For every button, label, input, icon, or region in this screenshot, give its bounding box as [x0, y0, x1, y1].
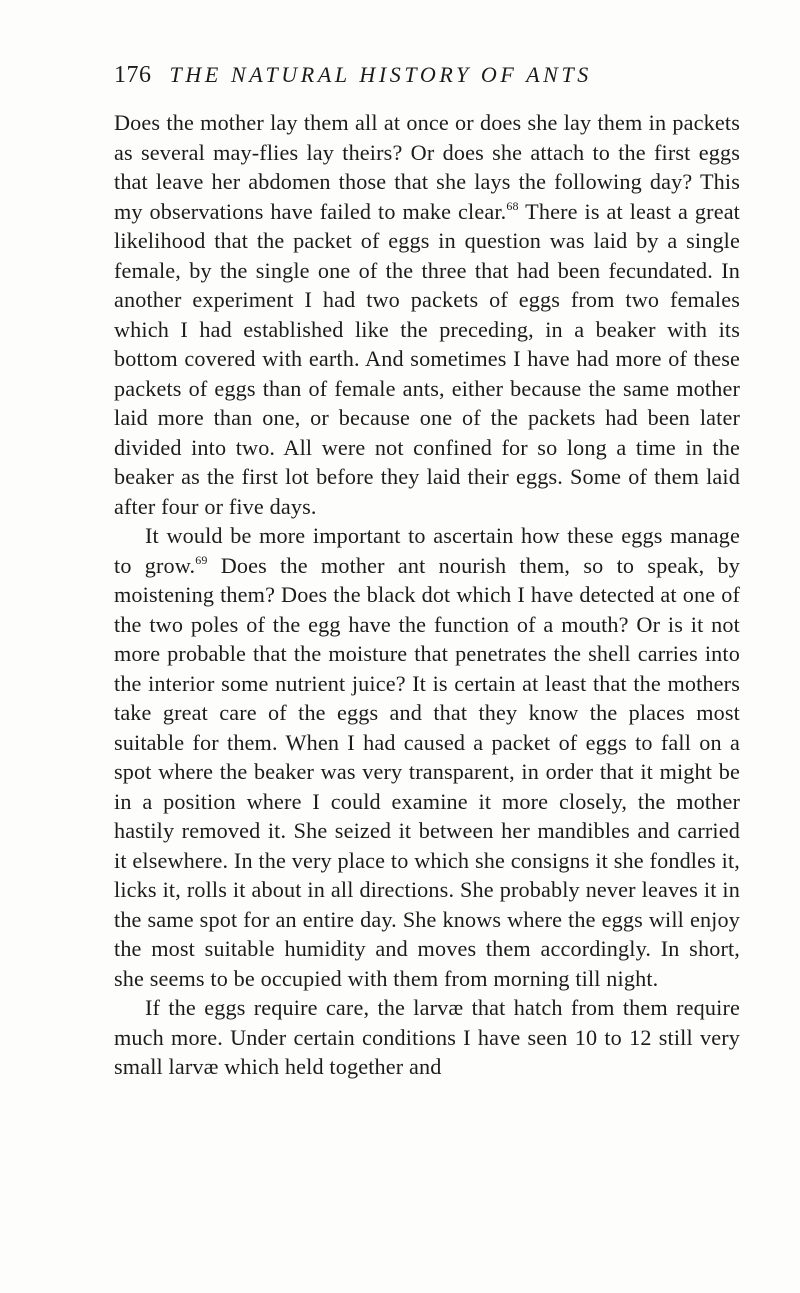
page-number: 176	[114, 62, 152, 88]
book-page	[114, 62, 740, 1082]
footnote-ref-68: 68	[506, 198, 519, 213]
running-title: THE NATURAL HISTORY OF ANTS	[169, 62, 592, 87]
paragraph-2-part-a: It would be more important to ascertain how these eggs manage to grow.	[114, 523, 740, 578]
paragraph-2-part-b: Does the mother ant nourish them, so to speak, by moistening them? Does the black dot which I have detected at one of the two poles of the egg have the function of a mouth? Or is it not more probable that the moisture that penetrates the shell carries into the interior some nutrient juice? It is certain at least that the mothers take great care of the eggs and that they know the places most suitable for them. When I had caused a packet of eggs to fall on a spot where the beaker was very transparent, in order that it might be in a position where I could examine it more closely, the mother hastily removed it. She seized it between her mandibles and carried it elsewhere. In the very place to which she consigns it she fondles it, licks it, rolls it about in all directions. She probably never leaves it in the same spot for an entire day. She knows where the eggs will enjoy the most suitable humidity and moves them accordingly. In short, she seems to be occupied with them from morning till night.	[114, 552, 740, 991]
paragraph-1	[114, 108, 740, 521]
footnote-ref-69: 69	[195, 552, 208, 567]
body-text	[114, 108, 740, 1082]
paragraph-2	[114, 521, 740, 993]
paragraph-1-part-b: There is at least a great likelihood that the packet of eggs in question was laid by a single female, by the single one of the three that had been fecundated. In another experiment I had two packets of eggs from two females which I had established like the preceding, in a beaker with its bottom covered with earth. And sometimes I have had more of these packets of eggs than of female ants, either because the same mother laid more than one, or because one of the packets had been later divided into two. All were not confined for so long a time in the beaker as the first lot before they laid their eggs. Some of them laid after four or five days.	[114, 198, 740, 519]
running-head	[114, 62, 740, 102]
paragraph-3: If the eggs require care, the larvæ that hatch from them require much more. Under certain conditions I have seen 10 to 12 still very small larvæ which held together and	[114, 995, 740, 1079]
paragraph-1-part-a: Does the mother lay them all at once or does she lay them in packets as several may-flies lay theirs? Or does she attach to the first eggs that leave her abdomen those that she lays the following day? This my observations have failed to make clear.	[114, 110, 740, 224]
